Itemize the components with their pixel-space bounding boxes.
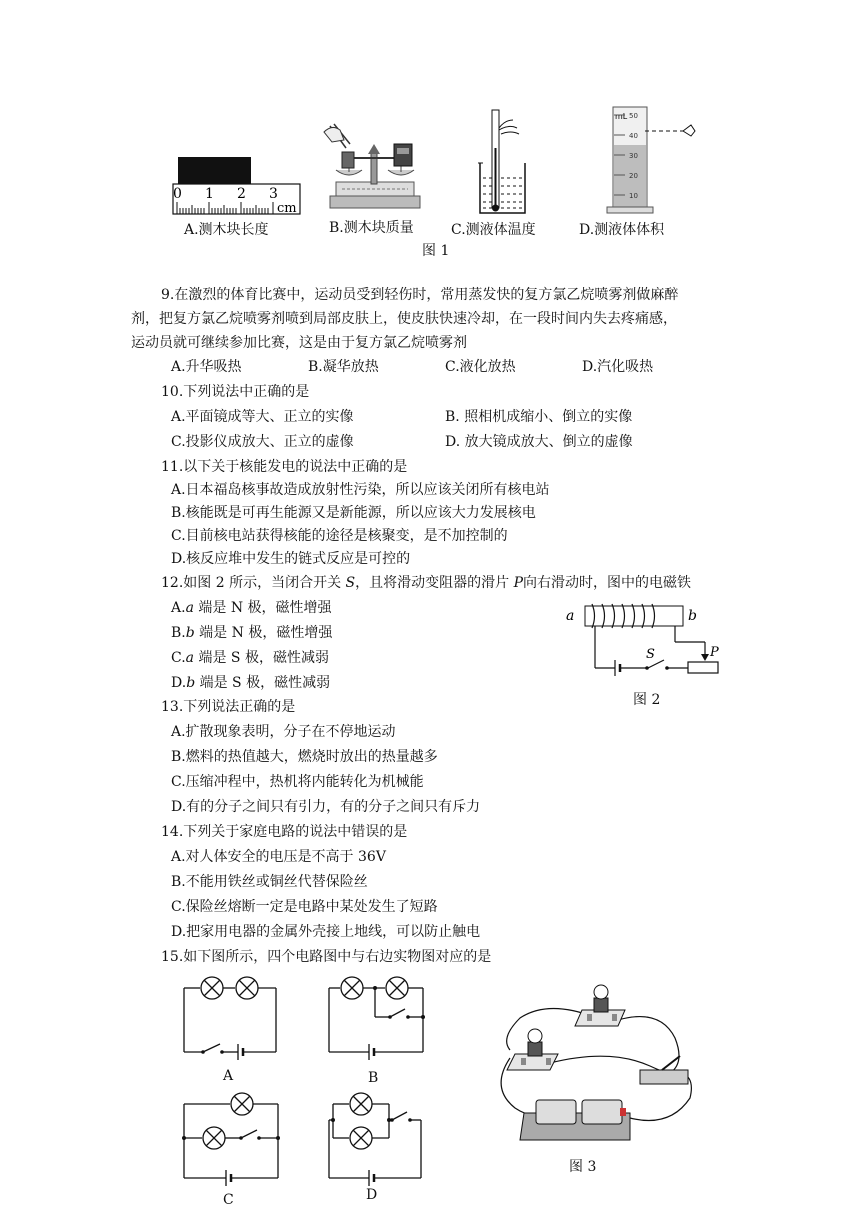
cylinder-tick-20: 20 bbox=[629, 172, 638, 180]
figure-3-physical-circuit bbox=[490, 978, 705, 1148]
cylinder-tick-10: 10 bbox=[629, 192, 638, 200]
thermometer-beaker-image bbox=[475, 108, 535, 218]
fig1-caption-c: C.测液体温度 bbox=[451, 222, 536, 238]
q15-stem: 15.如下图所示，四个电路图中与右边实物图对应的是 bbox=[161, 949, 492, 965]
q12-option-a: A.a 端是 N 极，磁性增强 bbox=[171, 600, 332, 616]
balance-scale-image bbox=[322, 122, 427, 212]
q10-option-d: D. 放大镜成放大、倒立的虚像 bbox=[445, 434, 633, 450]
q9-option-a: A.升华吸热 bbox=[171, 359, 242, 375]
cylinder-tick-40: 40 bbox=[629, 132, 638, 140]
fig2-label-b: b bbox=[688, 608, 697, 624]
q10-option-c: C.投影仪成放大、正立的虚像 bbox=[171, 434, 354, 450]
q14-option-a: A.对人体安全的电压是不高于 36V bbox=[171, 849, 386, 865]
q9-line-1: 9.在激烈的体育比赛中，运动员受到轻伤时，常用蒸发快的复方氯乙烷喷雾剂做麻醉 bbox=[161, 287, 679, 303]
q12-stem: 12.如图 2 所示，当闭合开关 S，且将滑动变阻器的滑片 P向右滑动时，图中的电磁铁 bbox=[161, 575, 691, 591]
ruler-unit: cm bbox=[277, 201, 297, 216]
circuit-label-d: D bbox=[366, 1187, 378, 1203]
cylinder-unit: mL bbox=[615, 112, 628, 121]
q11-option-a: A.日本福岛核事故造成放射性污染，所以应该关闭所有核电站 bbox=[171, 482, 550, 498]
q14-option-b: B.不能用铁丝或铜丝代替保险丝 bbox=[171, 874, 368, 890]
eye-icon bbox=[683, 125, 695, 136]
circuit-diagram-c bbox=[178, 1090, 286, 1190]
q13-option-c: C.压缩冲程中，热机将内能转化为机械能 bbox=[171, 774, 424, 790]
knife-switch-image bbox=[640, 1070, 688, 1084]
ruler-tick-3: 3 bbox=[269, 186, 278, 202]
q11-option-c: C.目前核电站获得核能的途径是核聚变，是不加控制的 bbox=[171, 528, 508, 544]
ruler-with-block-image bbox=[170, 150, 305, 220]
lamp-bulb-icon bbox=[528, 1029, 542, 1043]
q13-option-a: A.扩散现象表明，分子在不停地运动 bbox=[171, 724, 396, 740]
fig2-label-p: P bbox=[710, 645, 719, 660]
q9-option-c: C.液化放热 bbox=[445, 359, 516, 375]
q10-option-a: A.平面镜成等大、正立的实像 bbox=[171, 409, 354, 425]
fig1-caption-b: B.测木块质量 bbox=[329, 220, 414, 236]
circuit-diagram-a bbox=[178, 975, 283, 1065]
q13-stem: 13.下列说法正确的是 bbox=[161, 699, 296, 715]
circuit-label-c: C bbox=[223, 1192, 234, 1208]
ruler-tick-1: 1 bbox=[205, 186, 214, 202]
q9-option-b: B.凝华放热 bbox=[308, 359, 379, 375]
fig1-caption-d: D.测液体体积 bbox=[579, 222, 665, 238]
q12-option-b: B.b 端是 N 极，磁性增强 bbox=[171, 625, 333, 641]
cylinder-tick-30: 30 bbox=[629, 152, 638, 160]
q9-line-2: 剂，把复方氯乙烷喷雾剂喷到局部皮肤上，使皮肤快速冷却，在一段时间内失去疼痛感， bbox=[131, 311, 677, 327]
ruler-tick-0: 0 bbox=[173, 186, 182, 202]
q14-option-c: C.保险丝熔断一定是电路中某处发生了短路 bbox=[171, 899, 438, 915]
cylinder-tick-50: 50 bbox=[629, 112, 638, 120]
fig2-label-a: a bbox=[566, 608, 575, 624]
q14-option-d: D.把家用电器的金属外壳接上地线，可以防止触电 bbox=[171, 924, 481, 940]
fig2-title: 图 2 bbox=[633, 692, 661, 708]
q13-option-d: D.有的分子之间只有引力，有的分子之间只有斥力 bbox=[171, 799, 481, 815]
q9-option-d: D.汽化吸热 bbox=[582, 359, 654, 375]
fig1-title: 图 1 bbox=[422, 243, 450, 259]
circuit-diagram-d bbox=[323, 1090, 431, 1190]
lamp-bulb-icon bbox=[594, 985, 608, 999]
circuit-diagram-b bbox=[323, 975, 433, 1065]
q14-stem: 14.下列关于家庭电路的说法中错误的是 bbox=[161, 824, 408, 840]
q10-stem: 10.下列说法中正确的是 bbox=[161, 384, 310, 400]
figure-2-electromagnet-circuit bbox=[560, 598, 740, 683]
q10-option-b: B. 照相机成缩小、倒立的实像 bbox=[445, 409, 633, 425]
fig1-caption-a: A.测木块长度 bbox=[184, 222, 269, 238]
graduated-cylinder-image bbox=[605, 105, 700, 217]
fig2-label-s: S bbox=[646, 647, 655, 662]
q12-option-d: D.b 端是 S 极，磁性减弱 bbox=[171, 675, 331, 691]
q12-option-c: C.a 端是 S 极，磁性减弱 bbox=[171, 650, 329, 666]
ruler-tick-2: 2 bbox=[237, 186, 246, 202]
q11-stem: 11.以下关于核能发电的说法中正确的是 bbox=[161, 459, 408, 475]
fig3-title: 图 3 bbox=[569, 1159, 597, 1175]
q11-option-b: B.核能既是可再生能源又是新能源，所以应该大力发展核电 bbox=[171, 505, 536, 521]
circuit-label-a: A bbox=[223, 1068, 234, 1084]
q13-option-b: B.燃料的热值越大，燃烧时放出的热量越多 bbox=[171, 749, 438, 765]
circuit-label-b: B bbox=[368, 1070, 379, 1086]
q11-option-d: D.核反应堆中发生的链式反应是可控的 bbox=[171, 551, 411, 567]
q9-line-3: 运动员就可继续参加比赛，这是由于复方氯乙烷喷雾剂 bbox=[131, 335, 467, 351]
